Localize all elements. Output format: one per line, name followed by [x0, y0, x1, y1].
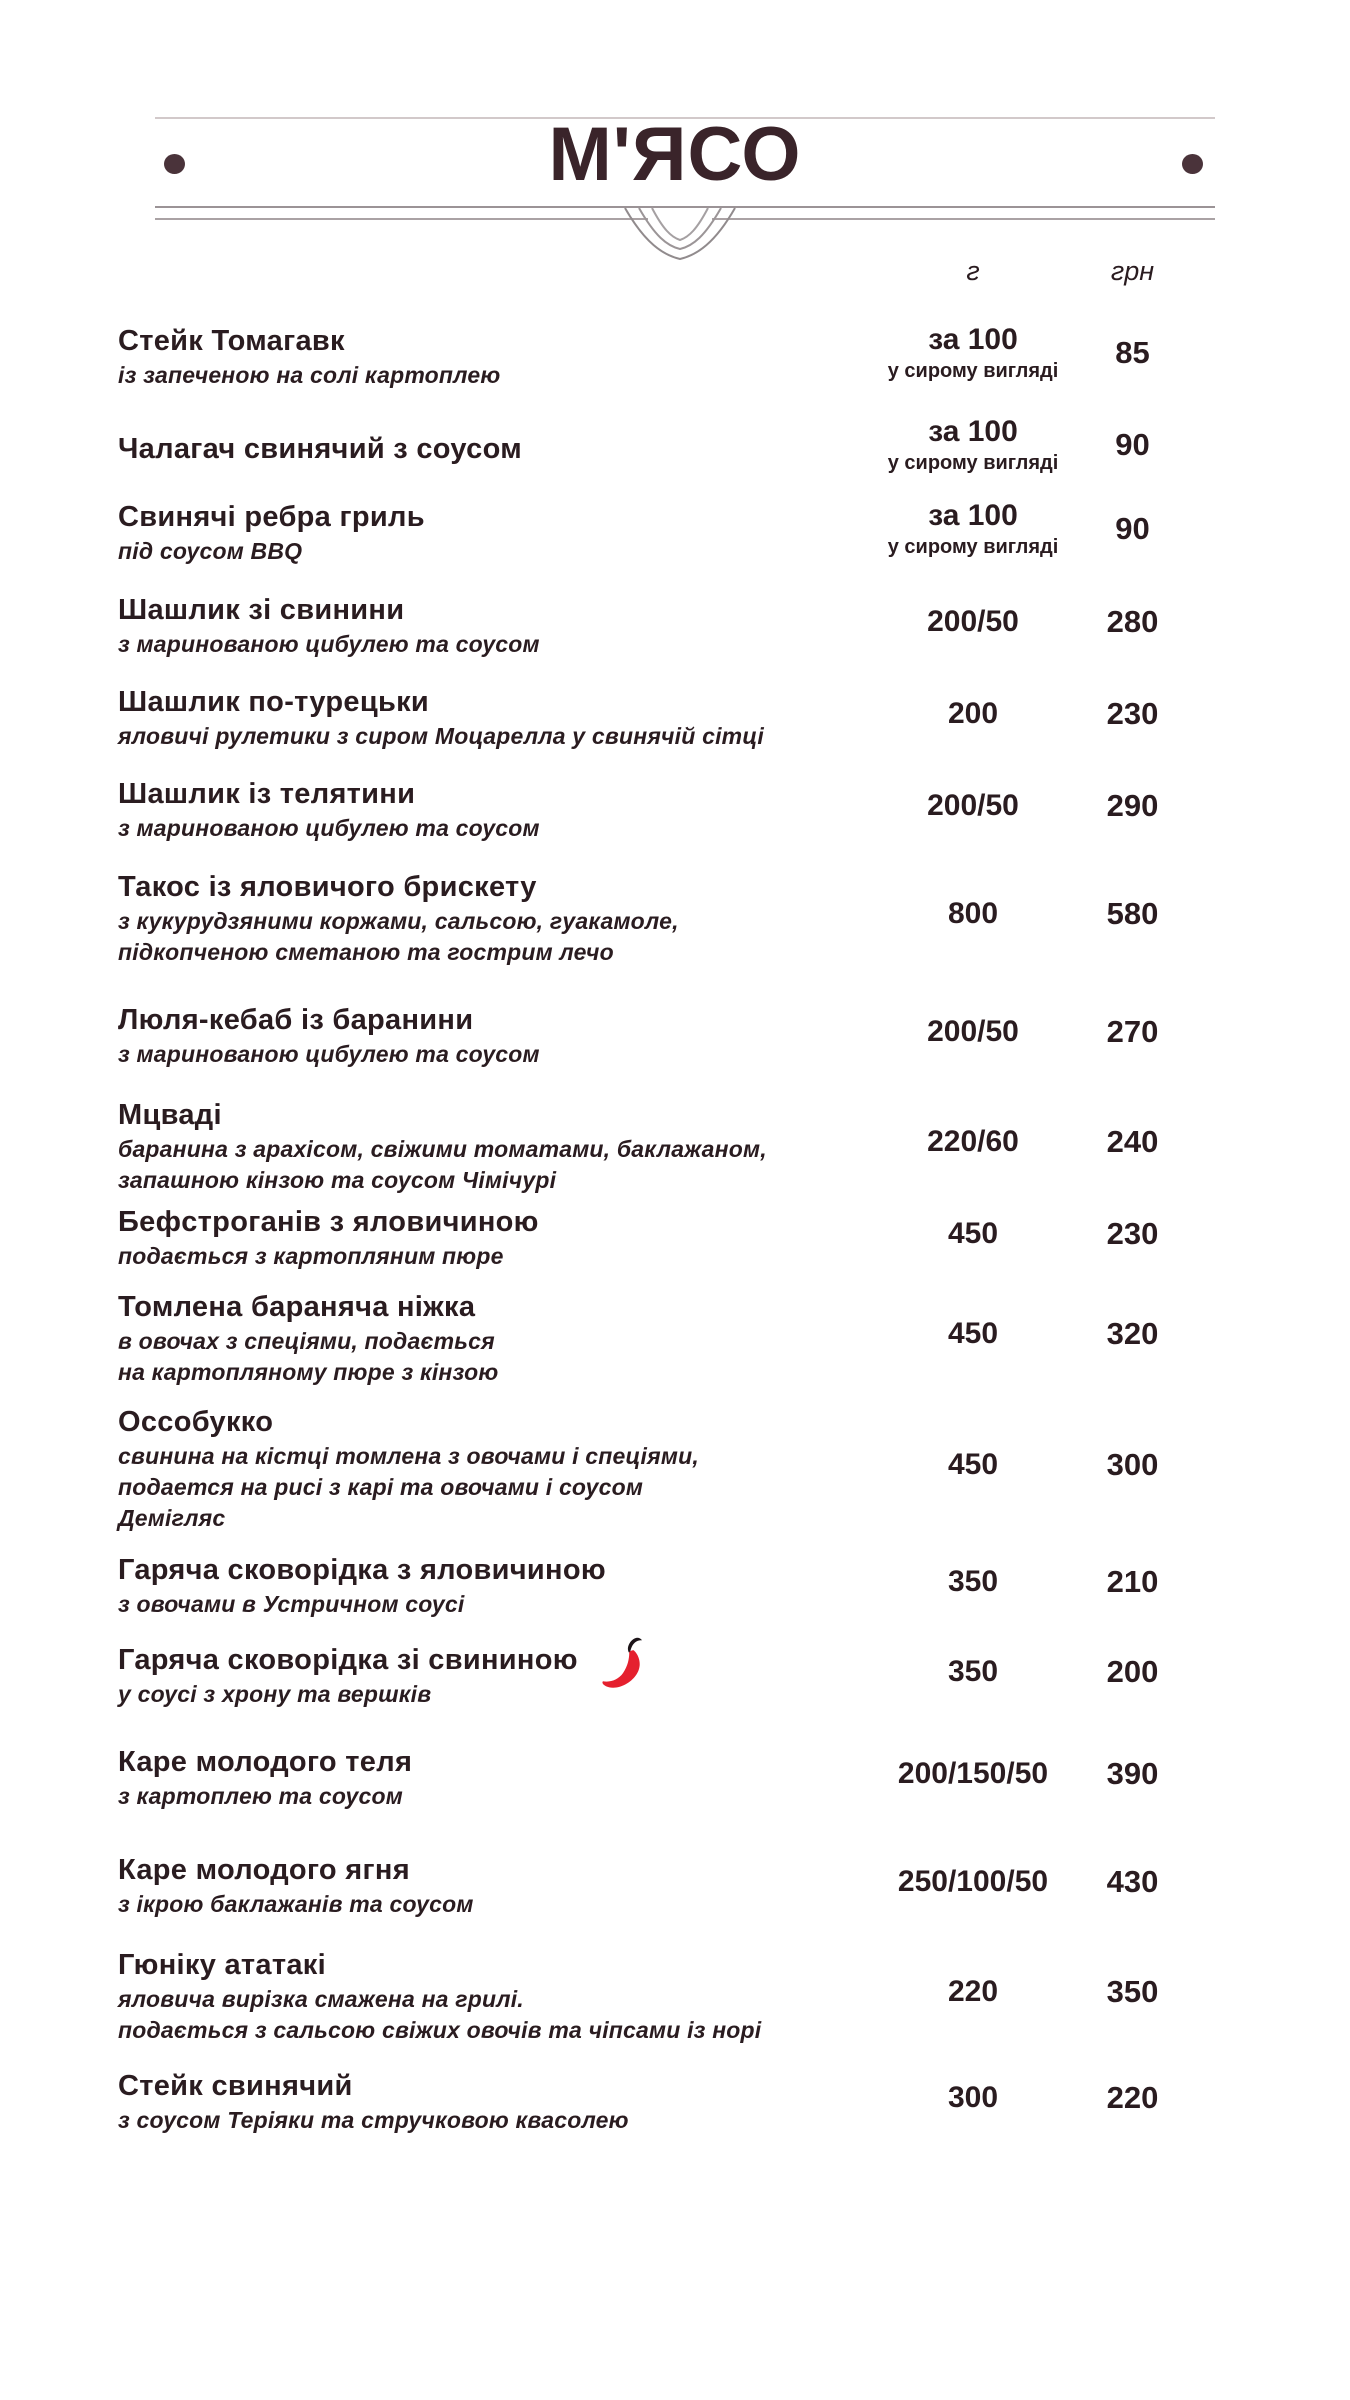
- item-name-block: [118, 498, 828, 567]
- item-name-block: [118, 775, 828, 844]
- menu-item-row: [118, 1946, 1230, 2046]
- item-description: подается на рисі з карі та овочами і соусом: [118, 1474, 644, 1500]
- item-name-text: Шашлик по-турецьки: [118, 686, 430, 718]
- item-name: [118, 322, 828, 360]
- item-portion-value: 450: [947, 1447, 999, 1481]
- chili-pepper-icon: [591, 1632, 653, 1694]
- item-description: із запеченою на солі картоплею: [118, 362, 501, 388]
- menu-item-row: [118, 415, 1230, 474]
- menu-item-row: [118, 1096, 1230, 1196]
- menu-item-row: [118, 1203, 1230, 1272]
- item-price: 220: [1106, 2079, 1159, 2115]
- item-name-text: Каре молодого ягня: [118, 1854, 410, 1886]
- column-header-price: грн: [1110, 256, 1155, 286]
- item-name: [118, 1203, 828, 1241]
- item-description: з ікрою баклажанів та соусом: [118, 1891, 474, 1917]
- item-name-text: Люля-кебаб із баранини: [118, 1004, 474, 1036]
- item-name-block: [118, 1203, 828, 1272]
- item-portion-value: 220/60: [927, 1125, 1019, 1158]
- item-name-text: Томлена бараняча ніжка: [118, 1291, 476, 1323]
- item-name-block: [118, 1001, 828, 1070]
- item-name-text: Оссобукко: [118, 1406, 274, 1438]
- item-description: Демігляс: [118, 1505, 226, 1531]
- item-name-text: Гюніку ататакі: [118, 1949, 326, 1981]
- item-name-block: [118, 1851, 828, 1920]
- item-portion-value: 350: [947, 1654, 999, 1688]
- item-name-block: [118, 1096, 828, 1196]
- item-name-block: [118, 591, 828, 660]
- page-title: М'ЯСО: [548, 112, 802, 197]
- item-name: [118, 430, 828, 468]
- item-name: [118, 1743, 828, 1781]
- item-portion-value: за 100: [928, 415, 1018, 448]
- item-price: 230: [1106, 695, 1159, 731]
- item-description: яловичі рулетики з сиром Моцарелла у свинячій сітці: [118, 723, 764, 749]
- item-name: [118, 1551, 828, 1589]
- item-description: з кукурудзяними коржами, сальсою, гуакамоле,: [118, 908, 679, 934]
- menu-item-row: [118, 868, 1230, 968]
- item-name: [118, 868, 828, 906]
- item-portion-value: за 100: [928, 498, 1018, 532]
- item-description: під соусом BBQ: [118, 538, 303, 564]
- item-description: з картоплею та соусом: [118, 1783, 403, 1809]
- item-portion-value: 200: [947, 696, 999, 730]
- item-name: [118, 2067, 828, 2105]
- item-description: з маринованою цибулею та соусом: [118, 631, 540, 657]
- menu-item-row: [118, 1288, 1230, 1388]
- menu-item-row: [118, 1001, 1230, 1070]
- item-description: яловича вирізка смажена на грилі.: [118, 1986, 524, 2012]
- item-name-text: Свинячі ребра гриль: [118, 501, 425, 533]
- item-portion-value: 200/50: [927, 788, 1019, 822]
- menu-item-row: [118, 2067, 1230, 2136]
- item-name-text: Шашлик із телятини: [118, 778, 416, 810]
- item-price: 200: [1106, 1653, 1159, 1689]
- item-description: з соусом Теріяки та стручковою квасолею: [118, 2107, 629, 2133]
- item-price: 85: [1115, 334, 1150, 370]
- item-name-text: Такос із яловичого брискету: [118, 871, 537, 903]
- item-price: 300: [1106, 1446, 1159, 1482]
- menu-item-row: [118, 1403, 1230, 1534]
- item-name-block: [118, 1743, 828, 1812]
- item-price: 270: [1106, 1013, 1159, 1049]
- item-name: [118, 1001, 828, 1039]
- menu-item-row: [118, 1551, 1230, 1620]
- item-price: 350: [1106, 1974, 1159, 2009]
- item-description: з овочами в Устричном соусі: [118, 1591, 465, 1617]
- item-portion-value: 450: [947, 1317, 999, 1350]
- item-name-text: Стейк свинячий: [118, 2070, 353, 2102]
- item-portion-value: 350: [947, 1564, 999, 1598]
- item-name-text: Мцваді: [118, 1099, 222, 1131]
- menu-item-row: [118, 775, 1230, 844]
- item-price: 290: [1106, 787, 1159, 823]
- item-name-block: [118, 868, 828, 968]
- item-description: подається з картопляним пюре: [118, 1243, 504, 1269]
- item-price: 320: [1106, 1316, 1159, 1351]
- item-name-block: [118, 1288, 828, 1388]
- column-header-weight: г: [966, 256, 980, 286]
- item-name-text: Каре молодого теля: [118, 1746, 413, 1778]
- item-name-block: [118, 2067, 828, 2136]
- item-portion-note: у сирому вигляді: [887, 535, 1059, 558]
- menu-item-row: [118, 1851, 1230, 1920]
- item-portion-value: 800: [947, 897, 999, 930]
- item-name: [118, 1288, 828, 1326]
- item-portion-value: 200/150/50: [897, 1756, 1049, 1790]
- item-description: в овочах з спеціями, подається: [118, 1328, 495, 1354]
- item-name: [118, 1946, 828, 1984]
- item-name-block: [118, 1551, 828, 1620]
- item-price: 580: [1106, 896, 1159, 931]
- item-name: [118, 1096, 828, 1134]
- item-description: подається з сальсою свіжих овочів та чіпсами із норі: [118, 2017, 762, 2043]
- item-name-block: [118, 430, 828, 468]
- menu-item-row: [118, 322, 1230, 391]
- item-portion-note: у сирому вигляді: [887, 359, 1059, 382]
- item-description: запашною кінзою та соусом Чімічурі: [118, 1167, 557, 1193]
- item-portion-value: за 100: [928, 322, 1018, 356]
- item-name: [118, 1641, 828, 1679]
- item-description: свинина на кістці томлена з овочами і спеціями,: [118, 1443, 699, 1469]
- item-name-text: Бефстроганів з яловичиною: [118, 1206, 539, 1238]
- item-portion-value: 300: [947, 2080, 999, 2114]
- item-name: [118, 1851, 828, 1889]
- menu-item-row: [118, 683, 1230, 752]
- item-portion-value: 250/100/50: [897, 1864, 1049, 1898]
- item-portion-note: у сирому вигляді: [887, 452, 1059, 474]
- item-price: 240: [1106, 1124, 1159, 1159]
- item-portion-value: 220: [947, 1975, 999, 2008]
- item-portion-value: 450: [947, 1216, 999, 1250]
- item-portion-value: 200/50: [927, 1014, 1019, 1048]
- item-price: 210: [1106, 1563, 1159, 1599]
- item-price: 90: [1115, 510, 1150, 546]
- menu-item-row: [118, 1641, 1230, 1710]
- item-name: [118, 591, 828, 629]
- item-price: 90: [1115, 427, 1150, 462]
- item-name-text: Шашлик зі свинини: [118, 594, 405, 626]
- item-name-block: [118, 1641, 828, 1710]
- item-name-block: [118, 683, 828, 752]
- item-price: 230: [1106, 1215, 1159, 1251]
- item-description: підкопченою сметаною та гострим лечо: [118, 939, 614, 965]
- item-name-block: [118, 322, 828, 391]
- item-name-text: Стейк Томагавк: [118, 325, 345, 357]
- item-description: з маринованою цибулею та соусом: [118, 815, 540, 841]
- item-name-block: [118, 1403, 828, 1534]
- menu-item-row: [118, 591, 1230, 660]
- item-description: баранина з арахісом, свіжими томатами, баклажаном,: [118, 1136, 767, 1162]
- item-description: з маринованою цибулею та соусом: [118, 1041, 540, 1067]
- item-name: [118, 683, 828, 721]
- item-price: 280: [1106, 603, 1159, 639]
- item-name: [118, 498, 828, 536]
- item-description: у соусі з хрону та вершків: [118, 1681, 432, 1707]
- item-name-text: Гаряча сковорідка з яловичиною: [118, 1554, 606, 1586]
- menu-item-row: [118, 1743, 1230, 1812]
- item-price: 430: [1106, 1863, 1159, 1899]
- item-name-text: Гаряча сковорідка зі свининою: [118, 1644, 578, 1676]
- menu-item-row: [118, 498, 1230, 567]
- item-name: [118, 775, 828, 813]
- item-name: [118, 1403, 828, 1441]
- item-description: на картопляному пюре з кінзою: [118, 1359, 499, 1385]
- item-name-block: [118, 1946, 828, 2046]
- item-portion-value: 200/50: [927, 604, 1019, 638]
- item-price: 390: [1106, 1755, 1159, 1791]
- item-name-text: Чалагач свинячий з соусом: [118, 433, 522, 465]
